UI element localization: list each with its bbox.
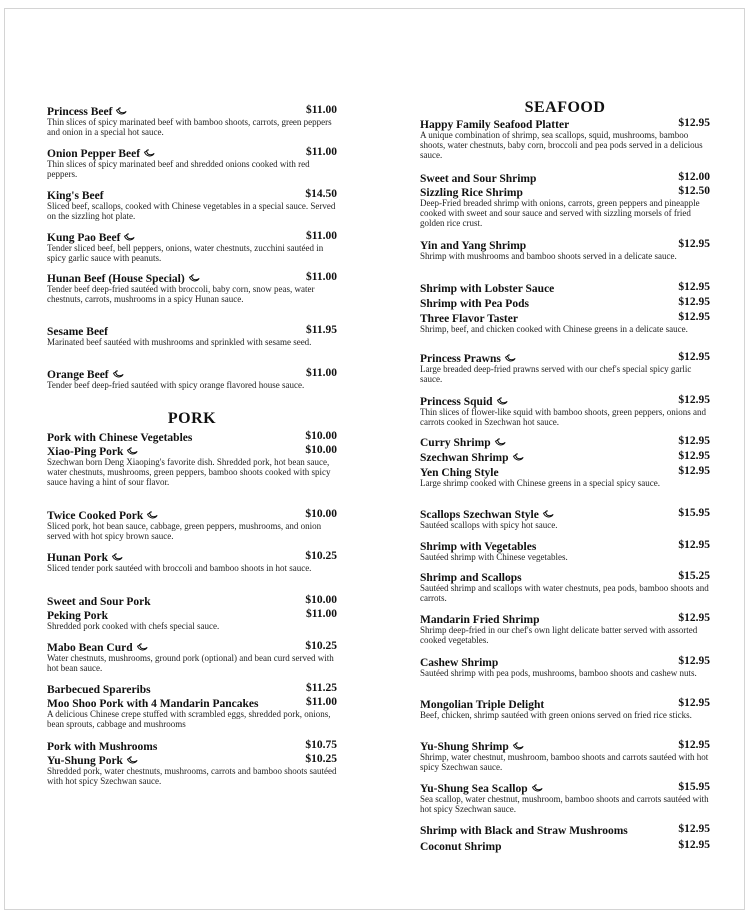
- menu-item: [47, 430, 337, 443]
- menu-item-description: Shrimp, water chestnut, mushroom, bamboo shoots and carrots sautéed with hot spicy Szechwan sauce.: [420, 752, 709, 773]
- chili-pepper-icon: [542, 510, 555, 519]
- menu-item-price: $11.95: [306, 324, 337, 336]
- menu-item: [420, 839, 710, 852]
- menu-item-header: [47, 271, 337, 284]
- menu-item-description: Marinated beef sautéed with mushrooms and sprinkled with sesame seed.: [47, 337, 312, 347]
- menu-item-description: Szechwan born Deng Xiaoping's favorite dish. Shredded pork, hot bean sauce, water chestnuts, mushrooms, green peppers, bamboo shoots cooked with spicy sauce having a hint of sour flavor.: [47, 457, 331, 488]
- menu-item-header: [420, 351, 710, 364]
- menu-item-price: $11.00: [306, 608, 337, 620]
- menu-item-name: Yu-Shung Sea Scallop: [420, 783, 528, 795]
- chili-pepper-icon: [115, 107, 128, 116]
- menu-item-name: Hunan Beef (House Special): [47, 273, 185, 285]
- menu-item: [420, 435, 710, 448]
- menu-item-header: [420, 697, 710, 710]
- menu-item-header: [420, 570, 710, 583]
- menu-item-description: Large shrimp cooked with Chinese greens in a special spicy sauce.: [420, 478, 661, 488]
- menu-item-price: $12.95: [678, 450, 710, 462]
- menu-item-description: A unique combination of shrimp, sea scallops, squid, mushrooms, bamboo shoots, water chestnuts, baby corn, broccoli and pea pods served in a delicious sauce.: [420, 130, 703, 161]
- menu-item: [47, 640, 337, 673]
- menu-item: [420, 697, 710, 720]
- menu-item: [47, 753, 337, 786]
- chili-pepper-icon: [496, 397, 509, 406]
- menu-item-price: $15.95: [678, 781, 710, 793]
- menu-item: [420, 739, 710, 772]
- chili-pepper-icon: [136, 643, 149, 652]
- menu-item-price: $12.95: [678, 465, 710, 477]
- menu-item-header: [420, 238, 710, 251]
- menu-item-header: [47, 146, 337, 159]
- menu-item-name: Barbecued Spareribs: [47, 684, 151, 696]
- menu-item-price: $11.00: [306, 104, 337, 116]
- menu-item-name: Yen Ching Style: [420, 467, 499, 479]
- menu-item-name: Three Flavor Taster: [420, 313, 518, 325]
- menu-item-name: Onion Pepper Beef: [47, 148, 141, 160]
- menu-item: [420, 539, 710, 562]
- menu-item-header: [420, 171, 710, 184]
- menu-item-name: Xiao-Ping Pork: [47, 446, 124, 458]
- menu-item-name: Happy Family Seafood Platter: [420, 119, 570, 131]
- menu-item-header: [47, 640, 337, 653]
- menu-item-header: [47, 608, 337, 621]
- menu-item-price: $15.25: [678, 570, 710, 582]
- menu-item-price: $12.95: [678, 296, 710, 308]
- menu-item-price: $12.00: [678, 171, 710, 183]
- menu-item-description: Shrimp, beef, and chicken cooked with Chinese greens in a delicate sauce.: [420, 324, 688, 334]
- menu-item-price: $12.95: [678, 117, 710, 129]
- menu-item-description: A delicious Chinese crepe stuffed with scrambled eggs, shredded pork, onions, bean sprouts, cabbage and mushrooms: [47, 709, 331, 730]
- menu-item: [420, 281, 710, 294]
- menu-item-description: Shrimp deep-fried in our chef's own light delicate batter served with assorted cooked vegetables.: [420, 625, 698, 646]
- menu-item-name: Curry Shrimp: [420, 437, 491, 449]
- menu-item-name: Yu-Shung Pork: [47, 755, 123, 767]
- menu-item-price: $11.25: [306, 682, 337, 694]
- menu-item-price: $12.50: [678, 185, 710, 197]
- menu-item-header: [420, 394, 710, 407]
- menu-item: [420, 507, 710, 530]
- menu-item-name: Cashew Shrimp: [420, 657, 499, 669]
- menu-item: [420, 117, 710, 161]
- menu-item-name: Pork with Chinese Vegetables: [47, 432, 193, 444]
- menu-item: [47, 188, 337, 221]
- menu-item-price: $12.95: [678, 655, 710, 667]
- menu-item-description: Sliced beef, scallops, cooked with Chinese vegetables in a special sauce. Served on the sizzling hot plate.: [47, 201, 336, 222]
- menu-item-price: $11.00: [306, 146, 337, 158]
- menu-item-header: [47, 739, 337, 752]
- menu-item-name: Shrimp and Scallops: [420, 572, 522, 584]
- menu-item: [420, 311, 710, 334]
- menu-item-name: Mandarin Fried Shrimp: [420, 614, 540, 626]
- menu-item: [47, 367, 337, 390]
- chili-pepper-icon: [111, 553, 124, 562]
- chili-pepper-icon: [146, 511, 159, 520]
- menu-item-price: $10.75: [305, 739, 337, 751]
- menu-item-header: [420, 296, 710, 309]
- menu-item-price: $10.25: [305, 753, 337, 765]
- menu-item-header: [420, 311, 710, 324]
- menu-item-header: [47, 696, 337, 709]
- menu-item-price: $12.95: [678, 739, 710, 751]
- menu-item-name: Peking Pork: [47, 610, 109, 622]
- chili-pepper-icon: [512, 742, 525, 751]
- menu-item-name: Shrimp with Pea Pods: [420, 298, 529, 310]
- menu-item-header: [420, 612, 710, 625]
- menu-item-price: $12.95: [678, 823, 710, 835]
- menu-item-name: Princess Beef: [47, 106, 113, 118]
- menu-item-header: [420, 281, 710, 294]
- menu-item-price: $12.95: [678, 311, 710, 323]
- menu-item-header: [420, 465, 710, 478]
- menu-item-description: Sautéed shrimp with pea pods, mushrooms, bamboo shoots and cashew nuts.: [420, 668, 697, 678]
- menu-item-name: Twice Cooked Pork: [47, 510, 144, 522]
- menu-item-name: Yin and Yang Shrimp: [420, 240, 527, 252]
- menu-item-price: $12.95: [678, 238, 710, 250]
- menu-item-header: [420, 117, 710, 130]
- menu-item-price: $15.95: [678, 507, 710, 519]
- menu-item-description: Sea scallop, water chestnut, mushroom, bamboo shoots and carrots sautéed with hot spicy Szechwan sauce.: [420, 794, 709, 815]
- menu-item-header: [47, 444, 337, 457]
- menu-item: [420, 171, 710, 184]
- chili-pepper-icon: [531, 784, 544, 793]
- menu-item-header: [420, 450, 710, 463]
- menu-item-price: $12.95: [678, 394, 710, 406]
- menu-item-description: Thin slices of flower-like squid with bamboo shoots, green peppers, onions and carrots cooked in Szechwan hot sauce.: [420, 407, 707, 428]
- menu-item: [420, 612, 710, 645]
- menu-item-header: [420, 655, 710, 668]
- menu-item-name: Szechwan Shrimp: [420, 452, 509, 464]
- menu-item: [420, 296, 710, 309]
- menu-item-price: $10.00: [305, 430, 337, 442]
- menu-item: [420, 823, 710, 836]
- chili-pepper-icon: [123, 233, 136, 242]
- pork-section-title: PORK: [167, 410, 217, 427]
- menu-item-name: Sweet and Sour Shrimp: [420, 173, 537, 185]
- menu-item-price: $10.25: [305, 640, 337, 652]
- menu-item-price: $10.00: [305, 594, 337, 606]
- menu-item-header: [420, 539, 710, 552]
- menu-item-header: [47, 367, 337, 380]
- chili-pepper-icon: [504, 354, 517, 363]
- menu-item-price: $10.25: [305, 550, 337, 562]
- menu-item: [47, 594, 337, 607]
- menu-item: [47, 550, 337, 573]
- menu-item-header: [47, 104, 337, 117]
- menu-item-name: Orange Beef: [47, 369, 109, 381]
- menu-item-description: Tender beef deep-fried sautéed with spicy orange flavored house sauce.: [47, 380, 305, 390]
- menu-item-description: Shrimp with mushrooms and bamboo shoots served in a delicate sauce.: [420, 251, 677, 261]
- menu-item-description: Thin slices of spicy marinated beef and shredded onions cooked with red peppers.: [47, 159, 310, 180]
- menu-item: [420, 185, 710, 229]
- menu-item-header: [420, 739, 710, 752]
- menu-item-header: [420, 781, 710, 794]
- chili-pepper-icon: [188, 274, 201, 283]
- menu-item-header: [420, 185, 710, 198]
- menu-item: [420, 351, 710, 384]
- menu-item-description: Sautéed shrimp with Chinese vegetables.: [420, 552, 568, 562]
- menu-item-price: $12.95: [678, 839, 710, 851]
- menu-item-header: [47, 188, 337, 201]
- menu-item-price: $12.95: [678, 435, 710, 447]
- menu-item-name: Shrimp with Lobster Sauce: [420, 283, 555, 295]
- menu-item-header: [47, 324, 337, 337]
- menu-item-header: [420, 507, 710, 520]
- menu-item-description: Deep-Fried breaded shrimp with onions, carrots, green peppers and pineapple cooked with sweet and sour sauce and served with sizzling morsels of fried golden rice crust.: [420, 198, 700, 229]
- menu-item-name: Princess Squid: [420, 396, 493, 408]
- menu-item: [420, 465, 710, 488]
- menu-item-description: Beef, chicken, shrimp sautéed with green onions served on fried rice sticks.: [420, 710, 692, 720]
- menu-item-name: Yu-Shung Shrimp: [420, 741, 509, 753]
- menu-item-name: Scallops Szechwan Style: [420, 509, 539, 521]
- menu-item-description: Shredded pork, water chestnuts, mushrooms, carrots and bamboo shoots sautéed with hot spicy Szechwan sauce.: [47, 766, 337, 787]
- menu-item: [420, 655, 710, 678]
- menu-item-name: Sizzling Rice Shrimp: [420, 187, 523, 199]
- menu-item-name: Mabo Bean Curd: [47, 642, 133, 654]
- menu-item: [47, 230, 337, 263]
- menu-item-description: Sautéed shrimp and scallops with water chestnuts, pea pods, bamboo shoots and carrots.: [420, 583, 709, 604]
- menu-item-description: Tender beef deep-fried sautéed with broccoli, baby corn, snow peas, water chestnuts, carrots, mushrooms in a spicy Hunan sauce.: [47, 284, 315, 305]
- menu-item-price: $11.00: [306, 367, 337, 379]
- menu-item-price: $14.50: [305, 188, 337, 200]
- menu-item-price: $12.95: [678, 697, 710, 709]
- menu-item-description: Tender sliced beef, bell peppers, onions, water chestnuts, zucchini sautéed in spicy garlic sauce with peanuts.: [47, 243, 324, 264]
- chili-pepper-icon: [126, 447, 139, 456]
- menu-item-price: $11.00: [306, 271, 337, 283]
- menu-item-description: Sliced tender pork sautéed with broccoli and bamboo shoots in hot sauce.: [47, 563, 312, 573]
- menu-item: [47, 739, 337, 752]
- menu-item-name: Mongolian Triple Delight: [420, 699, 545, 711]
- menu-item-header: [47, 682, 337, 695]
- menu-item-header: [420, 823, 710, 836]
- menu-item-description: Thin slices of spicy marinated beef with bamboo shoots, carrots, green peppers and onion in a special hot sauce.: [47, 117, 332, 138]
- menu-item: [47, 104, 337, 137]
- chili-pepper-icon: [512, 453, 525, 462]
- menu-item-price: $12.95: [678, 281, 710, 293]
- menu-item-description: Sautéed scallops with spicy hot sauce.: [420, 520, 558, 530]
- menu-item: [47, 508, 337, 541]
- menu-item-price: $11.00: [306, 696, 337, 708]
- menu-item-name: Shrimp with Black and Straw Mushrooms: [420, 825, 628, 837]
- menu-item: [47, 324, 337, 347]
- chili-pepper-icon: [112, 370, 125, 379]
- menu-item-name: Kung Pao Beef: [47, 232, 121, 244]
- menu-item-name: Princess Prawns: [420, 353, 501, 365]
- menu-item-description: Shredded pork cooked with chefs special sauce.: [47, 621, 220, 631]
- chili-pepper-icon: [143, 149, 156, 158]
- menu-item-header: [47, 230, 337, 243]
- menu-item-name: Coconut Shrimp: [420, 841, 502, 853]
- menu-item-header: [420, 435, 710, 448]
- menu-item-header: [420, 839, 710, 852]
- menu-item-price: $12.95: [678, 351, 710, 363]
- menu-item: [47, 271, 337, 304]
- menu-item: [420, 394, 710, 427]
- menu-item-description: Sliced pork, hot bean sauce, cabbage, green peppers, mushrooms, and onion served with hot spicy brown sauce.: [47, 521, 322, 542]
- menu-item-header: [47, 550, 337, 563]
- menu-item: [420, 450, 710, 463]
- menu-item-name: King's Beef: [47, 190, 104, 202]
- menu-item: [47, 444, 337, 488]
- menu-item-header: [47, 594, 337, 607]
- menu-item: [47, 146, 337, 179]
- menu-item: [420, 781, 710, 814]
- menu-item-header: [47, 430, 337, 443]
- menu-item-name: Sesame Beef: [47, 326, 108, 338]
- menu-item: [420, 570, 710, 603]
- menu-item-name: Shrimp with Vegetables: [420, 541, 537, 553]
- menu-item-price: $12.95: [678, 612, 710, 624]
- menu-item-name: Sweet and Sour Pork: [47, 596, 151, 608]
- menu-item-description: Large breaded deep-fried prawns served with our chef's special spicy garlic sauce.: [420, 364, 692, 385]
- menu-item: [47, 696, 337, 729]
- chili-pepper-icon: [494, 438, 507, 447]
- menu-item: [47, 608, 337, 631]
- menu-item-name: Moo Shoo Pork with 4 Mandarin Pancakes: [47, 698, 259, 710]
- menu-item-header: [47, 508, 337, 521]
- menu-item-name: Hunan Pork: [47, 552, 109, 564]
- menu-item-header: [47, 753, 337, 766]
- seafood-section-title: SEAFOOD: [524, 99, 606, 116]
- menu-item: [47, 682, 337, 695]
- menu-item: [420, 238, 710, 261]
- menu-item-description: Water chestnuts, mushrooms, ground pork (optional) and bean curd served with hot bean sauce.: [47, 653, 334, 674]
- menu-item-price: $10.00: [305, 508, 337, 520]
- menu-item-name: Pork with Mushrooms: [47, 741, 158, 753]
- menu-item-price: $12.95: [678, 539, 710, 551]
- menu-item-price: $10.00: [305, 444, 337, 456]
- chili-pepper-icon: [126, 756, 139, 765]
- menu-item-price: $11.00: [306, 230, 337, 242]
